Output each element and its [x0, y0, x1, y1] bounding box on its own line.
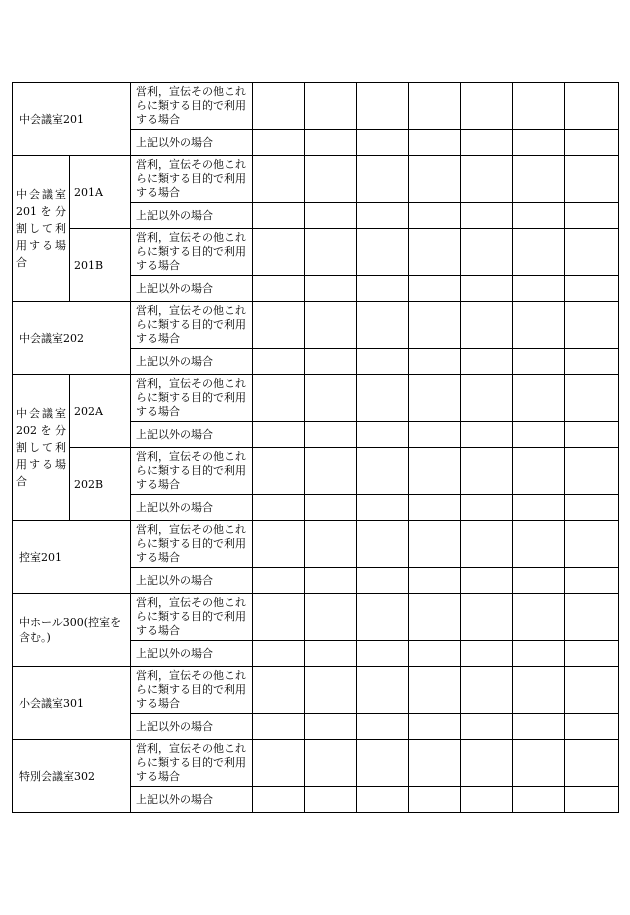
fee-cell — [565, 448, 619, 495]
fee-cell — [253, 156, 305, 203]
fee-cell — [253, 740, 305, 787]
purpose-cell: 営利，宣伝その他これらに類する目的で利用する場合 — [131, 521, 253, 568]
purpose-cell: 上記以外の場合 — [131, 349, 253, 375]
purpose-cell: 上記以外の場合 — [131, 714, 253, 740]
fee-cell — [357, 375, 409, 422]
fee-cell — [305, 787, 357, 813]
fee-cell — [461, 495, 513, 521]
table-row — [13, 83, 619, 130]
table-row — [13, 594, 619, 641]
fee-cell — [461, 568, 513, 594]
split-room-cell: 中会議室202を分割して利用する場合 — [13, 375, 70, 521]
fee-cell — [253, 448, 305, 495]
fee-cell — [461, 787, 513, 813]
fee-cell — [461, 422, 513, 448]
fee-cell — [565, 714, 619, 740]
fee-cell — [461, 83, 513, 130]
fee-cell — [565, 156, 619, 203]
fee-cell — [513, 422, 565, 448]
fee-cell — [305, 641, 357, 667]
purpose-cell: 営利，宣伝その他これらに類する目的で利用する場合 — [131, 448, 253, 495]
fee-cell — [409, 375, 461, 422]
fee-cell — [305, 422, 357, 448]
table-row — [13, 302, 619, 349]
fee-cell — [461, 521, 513, 568]
sub-room-cell: 201A — [70, 156, 131, 229]
fee-cell — [305, 130, 357, 156]
table-row — [13, 740, 619, 787]
fee-cell — [461, 375, 513, 422]
fee-cell — [253, 276, 305, 302]
fee-cell — [305, 495, 357, 521]
fee-cell — [461, 156, 513, 203]
fee-cell — [513, 156, 565, 203]
table-row — [13, 229, 619, 276]
fee-cell — [305, 156, 357, 203]
fee-cell — [513, 641, 565, 667]
purpose-cell: 営利，宣伝その他これらに類する目的で利用する場合 — [131, 302, 253, 349]
fee-cell — [409, 276, 461, 302]
fee-cell — [513, 714, 565, 740]
fee-cell — [409, 130, 461, 156]
fee-cell — [409, 495, 461, 521]
fee-cell — [461, 130, 513, 156]
fee-cell — [409, 521, 461, 568]
fee-cell — [305, 203, 357, 229]
fee-cell — [565, 495, 619, 521]
sub-room-cell: 201B — [70, 229, 131, 302]
purpose-cell: 上記以外の場合 — [131, 130, 253, 156]
fee-cell — [305, 229, 357, 276]
fee-cell — [565, 203, 619, 229]
purpose-cell: 上記以外の場合 — [131, 495, 253, 521]
fee-cell — [461, 641, 513, 667]
fee-cell — [409, 641, 461, 667]
fee-cell — [253, 714, 305, 740]
fee-cell — [461, 448, 513, 495]
room-name-cell: 中会議室202 — [13, 302, 131, 375]
fee-cell — [305, 568, 357, 594]
fee-cell — [513, 130, 565, 156]
fee-cell — [513, 495, 565, 521]
fee-cell — [253, 130, 305, 156]
fee-cell — [305, 83, 357, 130]
purpose-cell: 上記以外の場合 — [131, 203, 253, 229]
fee-cell — [409, 568, 461, 594]
fee-cell — [357, 568, 409, 594]
fee-cell — [513, 375, 565, 422]
fee-cell — [357, 740, 409, 787]
fee-cell — [461, 229, 513, 276]
fee-cell — [409, 156, 461, 203]
fee-cell — [253, 521, 305, 568]
fee-cell — [305, 740, 357, 787]
room-name-cell: 小会議室301 — [13, 667, 131, 740]
fee-cell — [409, 422, 461, 448]
fee-cell — [357, 349, 409, 375]
sub-room-cell: 202A — [70, 375, 131, 448]
fee-cell — [253, 422, 305, 448]
fee-cell — [253, 594, 305, 641]
purpose-cell: 営利，宣伝その他これらに類する目的で利用する場合 — [131, 740, 253, 787]
fee-cell — [409, 594, 461, 641]
fee-cell — [565, 740, 619, 787]
fee-cell — [357, 422, 409, 448]
room-name-cell: 控室201 — [13, 521, 131, 594]
fee-cell — [513, 740, 565, 787]
purpose-cell: 上記以外の場合 — [131, 568, 253, 594]
fee-cell — [565, 641, 619, 667]
fee-cell — [513, 203, 565, 229]
fee-cell — [565, 302, 619, 349]
purpose-cell: 営利，宣伝その他これらに類する目的で利用する場合 — [131, 594, 253, 641]
fee-cell — [253, 375, 305, 422]
purpose-cell: 上記以外の場合 — [131, 641, 253, 667]
fee-cell — [305, 714, 357, 740]
fee-cell — [357, 787, 409, 813]
fee-cell — [253, 568, 305, 594]
fee-cell — [513, 229, 565, 276]
fee-cell — [565, 229, 619, 276]
fee-cell — [461, 349, 513, 375]
fee-table — [12, 82, 619, 813]
fee-cell — [513, 276, 565, 302]
fee-cell — [253, 495, 305, 521]
purpose-cell: 営利，宣伝その他これらに類する目的で利用する場合 — [131, 375, 253, 422]
fee-cell — [513, 521, 565, 568]
fee-cell — [357, 448, 409, 495]
fee-cell — [409, 448, 461, 495]
fee-cell — [357, 521, 409, 568]
fee-cell — [305, 375, 357, 422]
fee-cell — [409, 714, 461, 740]
purpose-cell: 営利，宣伝その他これらに類する目的で利用する場合 — [131, 667, 253, 714]
fee-cell — [409, 667, 461, 714]
fee-cell — [565, 422, 619, 448]
fee-cell — [409, 740, 461, 787]
fee-cell — [409, 302, 461, 349]
fee-cell — [305, 594, 357, 641]
fee-cell — [565, 594, 619, 641]
sub-room-cell: 202B — [70, 448, 131, 521]
fee-cell — [513, 302, 565, 349]
table-row — [13, 667, 619, 714]
fee-cell — [253, 83, 305, 130]
fee-cell — [565, 130, 619, 156]
fee-cell — [565, 276, 619, 302]
fee-cell — [461, 740, 513, 787]
fee-cell — [513, 568, 565, 594]
purpose-cell: 上記以外の場合 — [131, 422, 253, 448]
fee-cell — [409, 349, 461, 375]
fee-cell — [565, 568, 619, 594]
fee-cell — [513, 448, 565, 495]
fee-cell — [305, 302, 357, 349]
fee-cell — [461, 276, 513, 302]
fee-cell — [409, 203, 461, 229]
fee-cell — [565, 349, 619, 375]
purpose-cell: 営利，宣伝その他これらに類する目的で利用する場合 — [131, 156, 253, 203]
fee-cell — [409, 787, 461, 813]
fee-cell — [305, 276, 357, 302]
fee-cell — [357, 302, 409, 349]
fee-cell — [461, 203, 513, 229]
fee-cell — [305, 448, 357, 495]
fee-cell — [253, 667, 305, 714]
fee-cell — [357, 156, 409, 203]
fee-cell — [409, 229, 461, 276]
fee-cell — [513, 787, 565, 813]
fee-cell — [357, 641, 409, 667]
fee-cell — [305, 667, 357, 714]
fee-cell — [565, 667, 619, 714]
fee-cell — [357, 667, 409, 714]
purpose-cell: 営利，宣伝その他これらに類する目的で利用する場合 — [131, 229, 253, 276]
room-name-cell: 中ホール300(控室を含む。) — [13, 594, 131, 667]
fee-cell — [357, 203, 409, 229]
room-name-cell: 中会議室201 — [13, 83, 131, 156]
table-row — [13, 375, 619, 422]
fee-cell — [513, 667, 565, 714]
room-name-cell: 特別会議室302 — [13, 740, 131, 813]
fee-cell — [357, 495, 409, 521]
fee-cell — [461, 667, 513, 714]
fee-cell — [461, 714, 513, 740]
fee-cell — [513, 349, 565, 375]
fee-cell — [253, 787, 305, 813]
fee-cell — [357, 83, 409, 130]
fee-cell — [357, 130, 409, 156]
fee-cell — [253, 229, 305, 276]
table-row — [13, 156, 619, 203]
fee-cell — [305, 349, 357, 375]
fee-cell — [357, 229, 409, 276]
purpose-cell: 上記以外の場合 — [131, 787, 253, 813]
fee-cell — [565, 787, 619, 813]
table-row — [13, 448, 619, 495]
fee-cell — [305, 521, 357, 568]
fee-cell — [409, 83, 461, 130]
fee-cell — [565, 521, 619, 568]
fee-cell — [253, 349, 305, 375]
table-row — [13, 521, 619, 568]
fee-cell — [513, 594, 565, 641]
fee-cell — [461, 594, 513, 641]
fee-cell — [461, 302, 513, 349]
purpose-cell: 上記以外の場合 — [131, 276, 253, 302]
fee-cell — [253, 203, 305, 229]
split-room-cell: 中会議室201を分割して利用する場合 — [13, 156, 70, 302]
fee-cell — [565, 375, 619, 422]
fee-cell — [253, 641, 305, 667]
fee-cell — [357, 276, 409, 302]
fee-cell — [357, 714, 409, 740]
fee-cell — [253, 302, 305, 349]
fee-cell — [565, 83, 619, 130]
fee-cell — [513, 83, 565, 130]
fee-cell — [357, 594, 409, 641]
purpose-cell: 営利，宣伝その他これらに類する目的で利用する場合 — [131, 83, 253, 130]
